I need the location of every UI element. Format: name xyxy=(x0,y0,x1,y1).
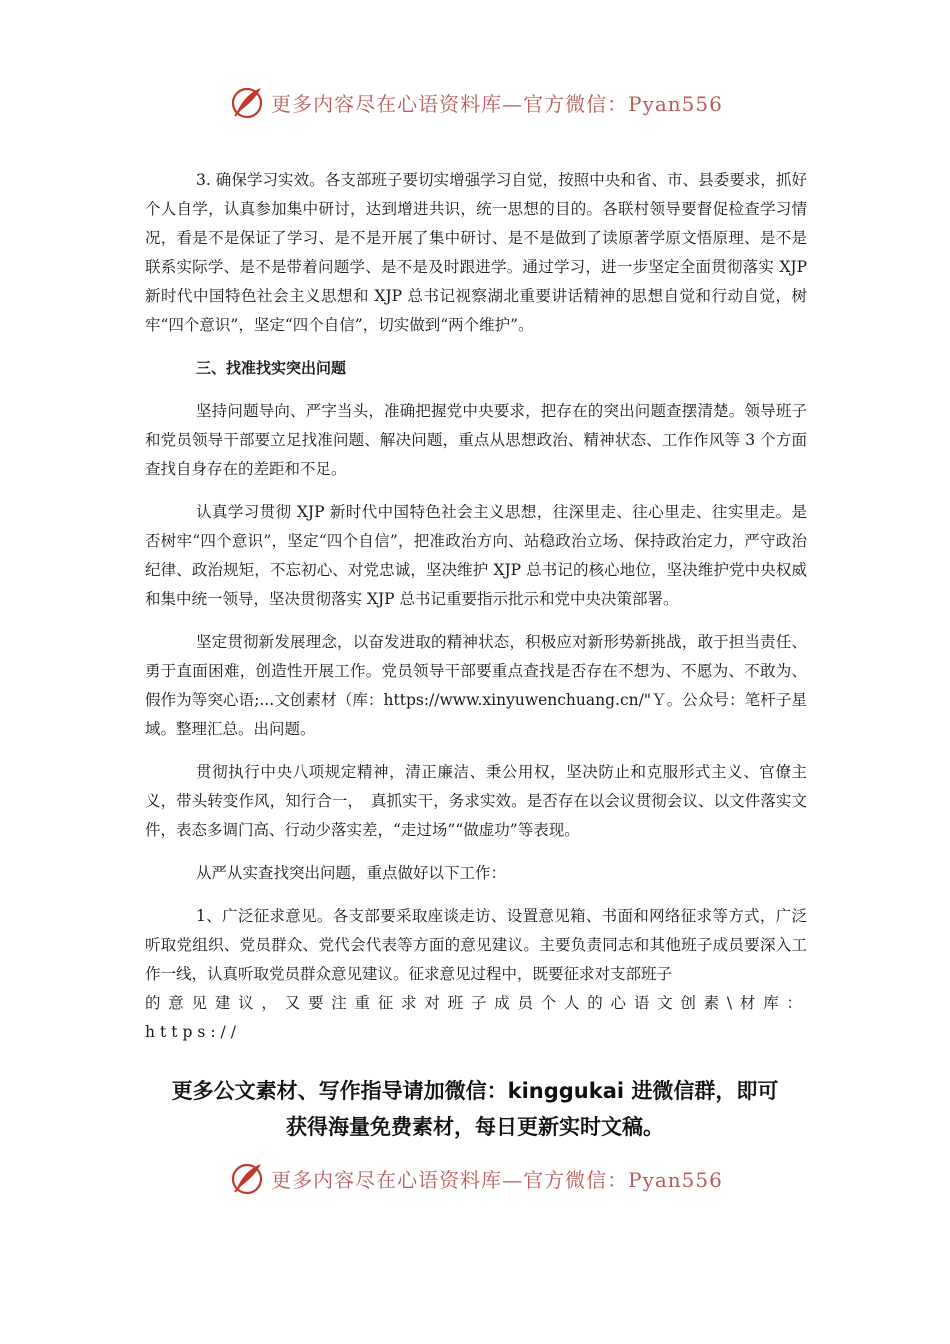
watermark-text: 更多内容尽在心语资料库—官方微信：Pyan556 xyxy=(271,91,723,116)
section-heading: 三、找准找实突出问题 xyxy=(196,359,347,377)
paragraph-collect-opinions: 1、广泛征求意见。各支部要采取座谈走访、设置意见箱、书面和网络征求等方式，广泛听取党组织、党员群众、党代会代表等方面的意见建议。主要负责同志和其他班子成员要深入工作一线，认真听取党员群众意见建议。征求意见过程中，既要征求对支部班子 xyxy=(145,907,807,983)
paragraph-new-development: 坚定贯彻新发展理念，以奋发进取的精神状态，积极应对新形势新挑战，敢于担当责任、勇于直面困难，创造性开展工作。党员领导干部要重点查找是否存在不想为、不愿为、不敢为、假作为等突心语;...文创素材（库：https://www.xinyuwenchuang.cn/"Ｙ。公众号：笔杆子星域。整理汇总。出问题。 xyxy=(145,633,807,738)
paragraph-key-work: 从严从实查找突出问题，重点做好以下工作： xyxy=(196,864,507,882)
document-body xyxy=(145,166,807,1061)
watermark-bottom xyxy=(0,1158,950,1198)
paragraph-study-thought: 认真学习贯彻 XJP 新时代中国特色社会主义思想，往深里走、往心里走、往实里走。是否树牢“四个意识”，坚定“四个自信”，把准政治方向、站稳政治立场、保持政治定力，严守政治纪律、政治规矩，不忘初心、对党忠诚，坚决维护 XJP 总书记的核心地位，坚决维护党中央权威和集中统一领导，坚决贯彻落实 XJP 总书记重要指示批示和党中央决策部署。 xyxy=(145,503,807,608)
paragraph-study-effect: 3. 确保学习实效。各支部班子要切实增强学习自觉，按照中央和省、市、县委要求，抓好个人自学，认真参加集中研讨，达到增进共识，统一思想的目的。各联村领导要督促检查学习情况，看是不是保证了学习、是不是开展了集中研讨、是不是做到了读原著学原文悟原理、是不是联系实际学、是不是带着问题学、是不是及时跟进学。通过学习，进一步坚定全面贯彻落实 XJP 新时代中国特色社会主义思想和 XJP 总书记视察湖北重要讲话精神的思想自觉和行动自觉，树牢“四个意识”，坚定“四个自信”，切实做到“两个维护”。 xyxy=(145,171,807,334)
paragraph-eight-rules: 贯彻执行中央八项规定精神，清正廉洁、秉公用权，坚决防止和克服形式主义、官僚主义，带头转变作风，知行合一， 真抓实干，务求实效。是否存在以会议贯彻会议、以文件落实文件，表态多调门高、行动少落实差，“走过场”“做虚功”等表现。 xyxy=(145,763,807,839)
watermark-text: 更多内容尽在心语资料库—官方微信：Pyan556 xyxy=(271,1167,723,1192)
paragraph-problem-orientation: 坚持问题导向、严字当头，准确把握党中央要求，把存在的突出问题查摆清楚。领导班子和党员领导干部要立足找准问题、解决问题，重点从思想政治、精神状态、工作作风等 3 个方面查找自身存在的差距和不足。 xyxy=(145,402,807,478)
paragraph-continued: 的意见建议，又要注重征求对班子成员个人的心语文创素\材库：https:// xyxy=(145,994,807,1041)
watermark-top xyxy=(0,82,950,122)
promo-line-1: 更多公文素材、写作指导请加微信：kinggukai 进微信群，即可 xyxy=(171,1079,779,1103)
quill-logo-icon xyxy=(227,1158,267,1198)
promo-banner xyxy=(120,1073,830,1145)
quill-logo-icon xyxy=(227,82,267,122)
promo-line-2: 获得海量免费素材，每日更新实时文稿。 xyxy=(286,1115,664,1139)
